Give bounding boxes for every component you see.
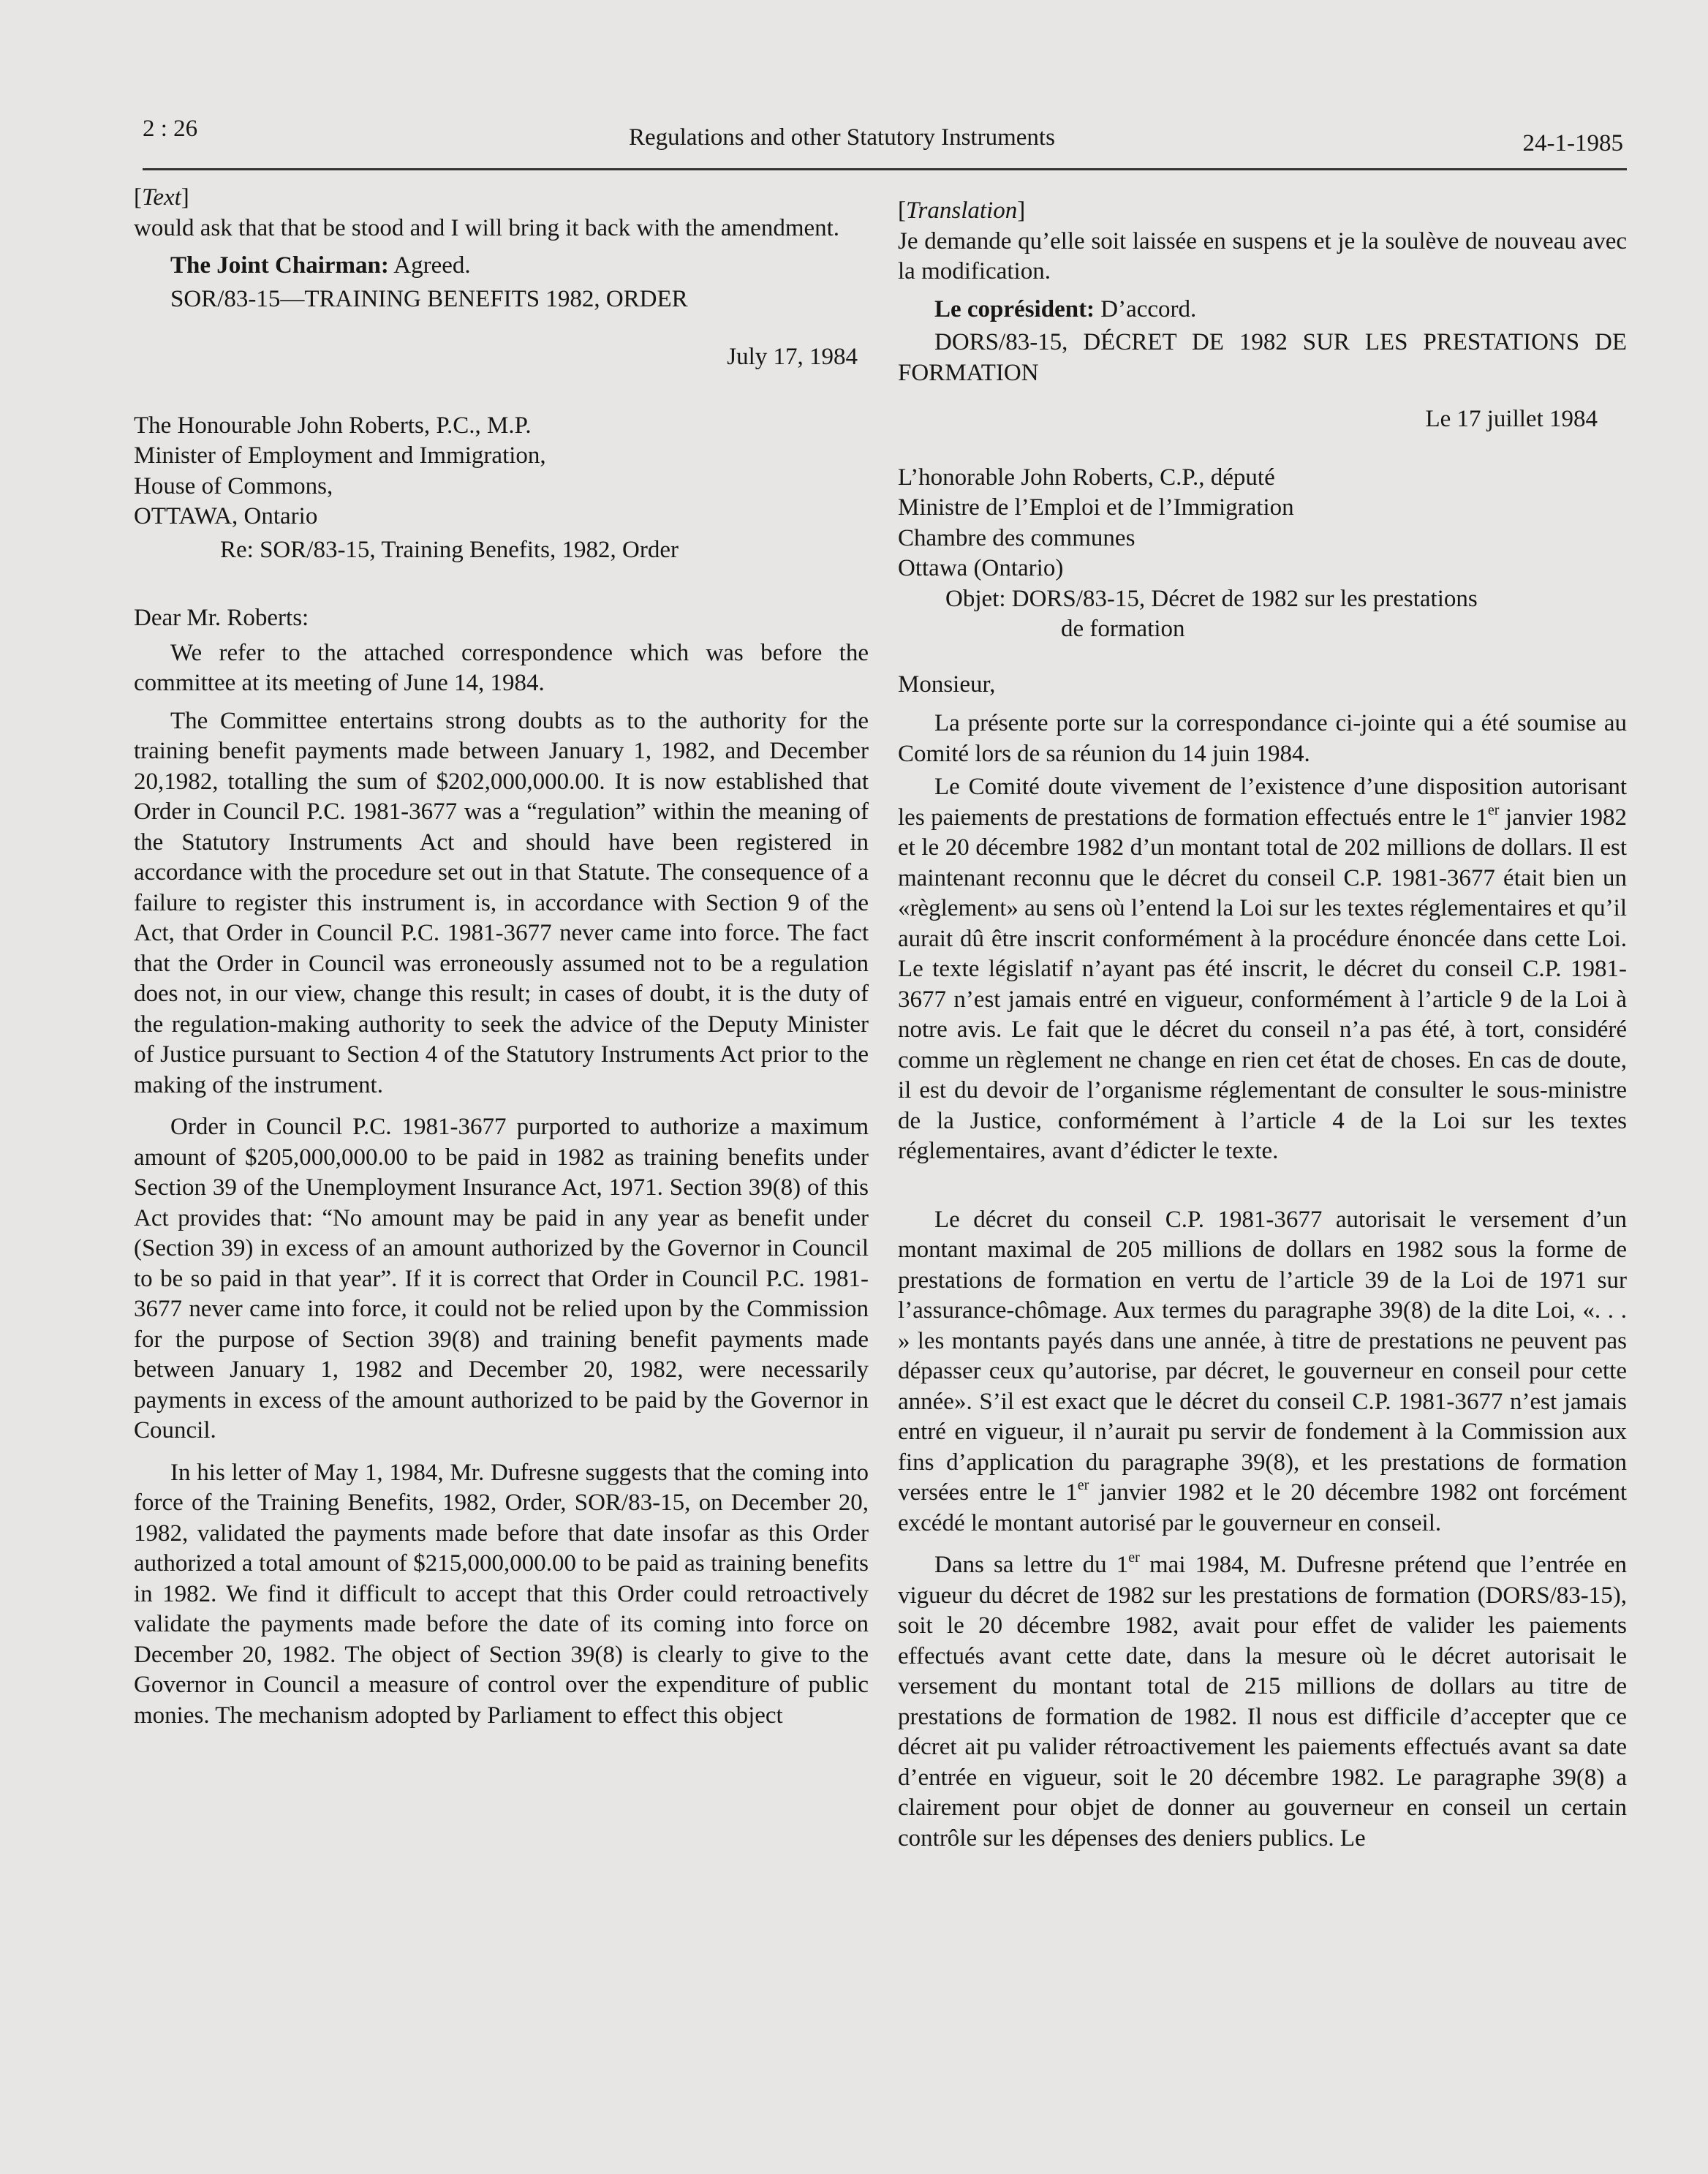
order-title: SOR/83-15—TRAINING BENEFITS 1982, ORDER [170,285,688,312]
running-title: Regulations and other Statutory Instruments [629,124,1055,151]
address-line: L’honorable John Roberts, C.P., député [898,464,1275,491]
body-paragraph: Order in Council P.C. 1981-3677 purported to authorize a maximum amount of $205,000,000.00 to be paid in 1982 as training benefits under Section 39 of the Unemployment Insurance Act, 1971. Section 39(8) of this Act provides that: “No amount may be paid in any year as benefit under (Section 39) in excess of an amount authorized by the Governor in Council to be so paid in that year”. If it is correct that Order in Council P.C. 1981-3677 never came into force, it could not be relied upon by the Commission for the purpose of Section 39(8) and training benefit payments made between January 1, 1982 and December 20, 1982, were necessarily payments in excess of the amount authorized to be paid by the Governor in Council. [134,1114,869,1443]
cochair-line: Le coprésident: D’accord. [934,295,1197,322]
body-paragraph: Le Comité doute vivement de l’existence d’une disposition autorisant les paiements de prestations de formation effectués entre le 1er janvier 1982 et le 20 décembre 1982 d’un montant total de 202 millions de dollars. Il est maintenant reconnu que le décret du conseil C.P. 1981-3677 était bien un «règlement» au sens où l’entend la Loi sur les textes réglementaires et qu’il aurait dû être inscrit conformément à la procédure énoncée dans cette Loi. Le texte législatif n’ayant pas été inscrit, le décret du conseil C.P. 1981-3677 n’est jamais entré en vigueur, conformément à l’article 9 de la Loi à notre avis. Le fait que le décret du conseil n’a pas été, à tort, considéré comme un règlement ne change en rien cet état de choses. En cas de doute, il est du devoir de l’organisme réglementant de consulter le sous-ministre de la Justice, conformément à l’article 4 de la Loi sur les textes réglementaires, avant d’édicter le texte. [898,774,1628,1164]
address-line: House of Commons, [134,472,333,499]
salutation: Dear Mr. Roberts: [134,605,309,631]
letter-date: Le 17 juillet 1984 [1425,406,1598,432]
re-line: Objet: DORS/83-15, Décret de 1982 sur les prestations de formation [945,585,1478,642]
page-number: 2 : 26 [143,116,198,142]
body-paragraph: The Committee entertains strong doubts as to the authority for the training benefit payments made between January 1, 1982, and December 20,1982, totalling the sum of $202,000,000.00. It is now established that Order in Council P.C. 1981-3677 was a “regulation” within the meaning of the Statutory Instruments Act and should have been registered in accordance with the procedure set out in that Statute. The consequence of a failure to register this instrument is, in accordance with Section 9 of the Act, that Order in Council P.C. 1981-3677 never came into force. The fact that the Order in Council was erroneously assumed not to be a regulation does not, in our view, change this result; in cases of doubt, it is the duty of the regulation-making authority to seek the advice of the Deputy Minister of Justice pursuant to Section 4 of the Statutory Instruments Act prior to the making of the instrument. [134,707,869,1098]
address-line: OTTAWA, Ontario [134,503,318,529]
translation-label: [Translation] [898,197,1026,224]
address-line: Minister of Employment and Immigration, [134,442,546,469]
letter-date: July 17, 1984 [727,344,858,370]
intro-paragraph: Je demande qu’elle soit laissée en suspens et je la soulève de nouveau avec la modification. [898,227,1627,284]
address-line: The Honourable John Roberts, P.C., M.P. [134,412,532,439]
intro-paragraph: would ask that that be stood and I will bring it back with the amendment. [134,214,840,241]
salutation: Monsieur, [898,671,996,698]
body-paragraph: We refer to the attached correspondence which was before the committee at its meeting of June 14, 1984. [134,639,869,696]
page-header [143,110,1627,170]
re-line: Re: SOR/83-15, Training Benefits, 1982, Order [220,536,679,563]
body-paragraph: In his letter of May 1, 1984, Mr. Dufresne suggests that the coming into force of the Training Benefits, 1982, Order, SOR/83-15, on December 20, 1982, validated the payments made before that date insofar as this Order authorized a total amount of $215,000,000.00 to be paid as training benefits in 1982. We find it difficult to accept that this Order could retroactively validate the payments made before the date of its coming into force on December 20, 1982. The object of Section 39(8) is clearly to give to the Governor in Council a measure of control over the expenditure of public monies. The mechanism adopted by Parliament to effect this object [134,1459,869,1729]
address-line: Ottawa (Ontario) [898,555,1064,581]
recipient-address [898,463,1627,584]
header-date: 24-1-1985 [1522,130,1623,156]
body-paragraph: Dans sa lettre du 1er mai 1984, M. Dufresne prétend que l’entrée en vigueur du décret de 1982 sur les prestations de formation (DORS/83-15), soit le 20 décembre 1982, avait pour effet de valider les paiements effectués avant cette date, dans la mesure où le décret autorisait le versement du montant total de 215 millions de dollars au titre de prestations de formation de 1982. Il nous est difficile d’accepter que ce décret ait pu valider rétroactivement les paiements effectués avant sa date d’entrée en vigueur, soit le 20 décembre 1982. Le paragraphe 39(8) a clairement pour objet de donner au gouverneur en conseil un certain contrôle sur les dépenses des deniers publics. Le [898,1550,1627,1852]
recipient-address [134,411,869,532]
french-column [898,196,1627,1854]
chairman-line: The Joint Chairman: Agreed. [170,252,471,279]
address-line: Ministre de l’Emploi et de l’Immigration [898,494,1294,521]
order-title: DORS/83-15, DÉCRET DE 1982 SUR LES PRESTATIONS DE FORMATION [898,329,1627,386]
text-label: [Text] [134,184,189,211]
body-paragraph: La présente porte sur la correspondance ci-jointe qui a été soumise au Comité lors de sa réunion du 14 juin 1984. [898,710,1627,767]
address-line: Chambre des communes [898,524,1135,551]
english-column [134,183,869,1731]
body-paragraph: Le décret du conseil C.P. 1981-3677 autorisait le versement d’un montant maximal de 205 millions de dollars en 1982 sous la forme de prestations de formation en vertu de l’article 39 de la Loi de 1971 sur l’assurance-chômage. Aux termes du paragraphe 39(8) de la dite Loi, «. . . » les montants payés dans une année, à titre de prestations ne peuvent pas dépasser ceux qu’autorise, par décret, le gouverneur en conseil pour cette année». S’il est exact que le décret du conseil C.P. 1981-3677 n’est jamais entré en vigueur, il n’aurait pu servir de fondement à la Commission aux fins d’application du paragraphe 39(8), et les prestations de formation versées entre le 1er janvier 1982 et le 20 décembre 1982 ont forcément excédé le montant autorisé par le gouverneur en conseil. [898,1206,1627,1536]
